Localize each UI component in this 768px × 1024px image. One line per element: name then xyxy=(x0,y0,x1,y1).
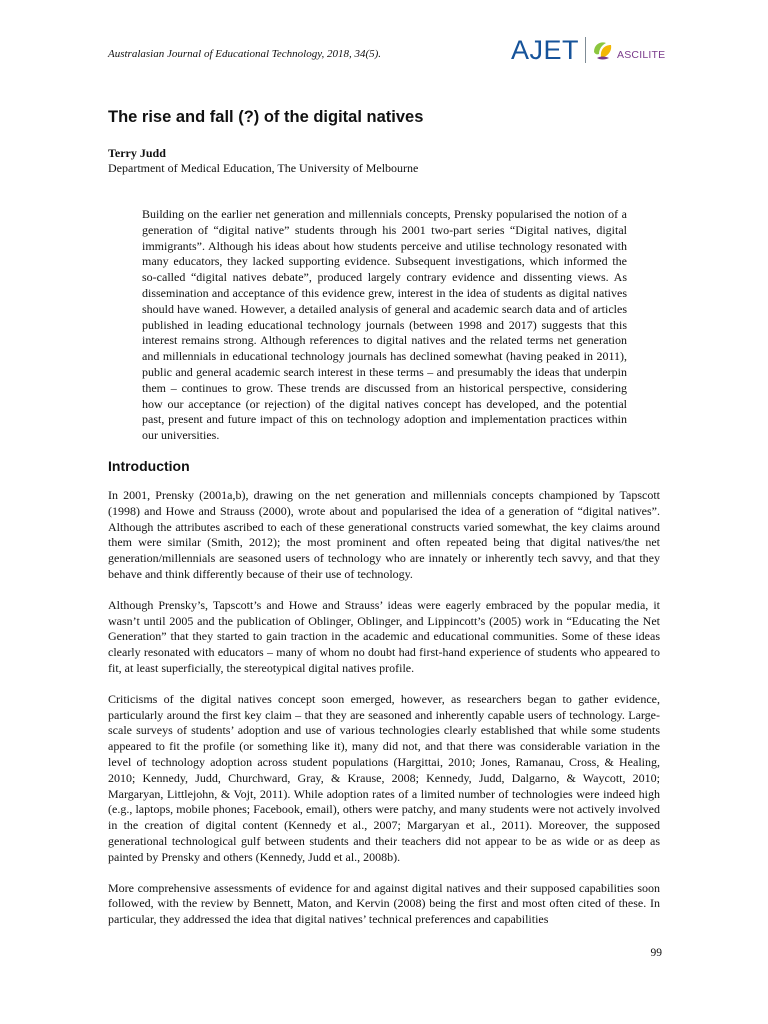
body-paragraph: More comprehensive assessments of evidence for and against digital natives and their supposed capabilities soon followed, with the review by Bennett, Maton, and Kervin (2008) being the first and most often cited of these. In particular, they addressed the idea that digital natives’ technical preferences and capabilities xyxy=(108,880,660,927)
page-number: 99 xyxy=(650,947,662,959)
body-paragraph: Although Prensky’s, Tapscott’s and Howe and Strauss’ ideas were eagerly embraced by the popular media, it wasn’t until 2005 and the publication of Oblinger, Oblinger, and Lippincott’s (2005) work in “Educating the Net Generation” that they started to gain traction in the academic and educational communities. Some of these ideas clearly resonated with educators – many of whom no doubt had first-hand experience of students who appeared to fit, at least superficially, the stereotypical digital natives profile. xyxy=(108,597,660,675)
ajet-wordmark: AJET xyxy=(511,34,580,65)
ascilite-wordmark: ASCILITE xyxy=(617,49,666,61)
author-affiliation: Department of Medical Education, The University of Melbourne xyxy=(108,161,419,175)
body-paragraph: Criticisms of the digital natives concept soon emerged, however, as researchers began to gather evidence, particularly around the first key claim – that they are seasoned and inherently capable users of technology. Large-scale surveys of students’ adoption and use of various technologies clearly established that while some students appeared to fit the profile (or something like it), many did not, and that there was considerable variation in the level of technology adoption across student populations (Hargittai, 2010; Jones, Ramanau, Cross, & Healing, 2010; Kennedy, Judd, Churchward, Gray, & Krause, 2008; Kennedy, Judd, Dalgarno, & Waycott, 2010; Margaryan, Littlejohn, & Vojt, 2011). While adoption rates of a limited number of technologies were indeed high (e.g., laptops, mobile phones; Facebook, email), others were patchy, and many students were not actively involved in the creation of digital content (Kennedy et al., 2007; Margaryan et al., 2011). Moreover, the supposed generational technological gulf between students and their teachers did not appear to be as wide or as deep as painted by Prensky and others (Kennedy, Judd et al., 2008b). xyxy=(108,691,660,864)
journal-logo xyxy=(511,30,665,70)
section-heading-introduction: Introduction xyxy=(108,458,190,474)
body-paragraph: In 2001, Prensky (2001a,b), drawing on the net generation and millennials concepts championed by Tapscott (1998) and Howe and Strauss (2000), wrote about and popularised the idea of a generation of “digital natives”. Although the attributes ascribed to each of these generational constructs varied somewhat, the key claims around them were similar (Smith, 2012); the most prominent and often repeated being that digital natives/the net generation/millennials are seasoned users of technology who are innately or inherently tech savvy, and that they behave and think differently because of their use of technology. xyxy=(108,488,660,581)
running-head: Australasian Journal of Educational Technology, 2018, 34(5). xyxy=(108,48,382,60)
logo-divider xyxy=(585,37,586,63)
article-title: The rise and fall (?) of the digital natives xyxy=(108,108,424,126)
article-author: Terry Judd xyxy=(108,146,166,160)
ascilite-logo-icon xyxy=(591,38,615,62)
abstract-paragraph: Building on the earlier net generation and millennials concepts, Prensky popularised the notion of a generation of “digital native” students through his 2001 two-part series “Digital natives, digital immigrants”. Although his ideas about how students perceive and utilise technology resonated with many educators, they lacked supporting evidence. Subsequent investigations, which informed the so-called “digital natives debate”, produced largely contrary evidence and dissenting views. As dissemination and acceptance of this evidence grew, interest in the idea of students as digital natives should have waned. However, a detailed analysis of general and academic search data and of articles published in leading educational technology journals (between 1998 and 2017) suggests that this interest remains strong. Although references to digital natives and the related terms net generation and millennials in educational technology journals has declined somewhat (having peaked in 2011), public and general academic search interest in these terms – and presumably the ideas that underpin them – continues to grow. These trends are discussed from an historical perspective, considering how our acceptance (or rejection) of the digital natives concept has developed, and the potential past, present and future impact of this on technology adoption and implementation practices within our universities. xyxy=(142,207,627,443)
section-body-introduction xyxy=(108,488,660,943)
